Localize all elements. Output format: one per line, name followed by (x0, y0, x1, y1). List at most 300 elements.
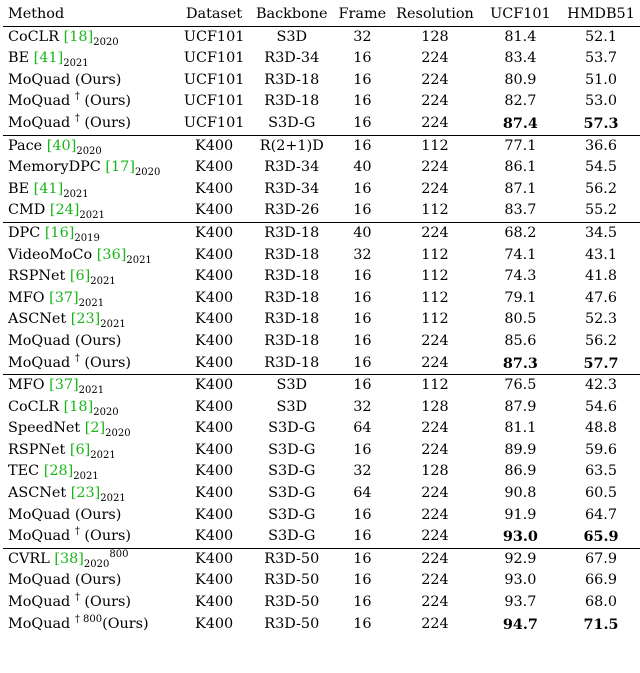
dataset-cell: UCF101 (183, 114, 245, 131)
frame-cell: 16 (334, 548, 392, 570)
hmdb51-cell: 64.7 (584, 506, 618, 523)
table-row (3, 135, 640, 157)
ucf101-cell: 80.9 (504, 71, 537, 88)
dataset-cell: UCF101 (183, 71, 245, 88)
backbone-cell: R3D-18 (250, 222, 334, 244)
table-row (3, 418, 640, 440)
frame-cell: 16 (353, 93, 372, 110)
ucf101-cell: 86.1 (504, 159, 537, 176)
header-frame: Frame (334, 4, 392, 26)
citation-year: 2021 (78, 384, 105, 396)
table-row (3, 526, 640, 548)
ucf101-cell: 79.1 (504, 289, 537, 306)
table-row (3, 266, 640, 288)
table-body (3, 26, 640, 635)
backbone-cell: R3D-18 (264, 246, 320, 263)
backbone-cell: R3D-18 (264, 332, 320, 349)
method-cell (3, 331, 178, 353)
resolution-cell: 224 (421, 420, 449, 437)
method-name: ASCNet (8, 485, 71, 502)
hmdb51-cell: 36.6 (562, 135, 640, 157)
frame-cell: 16 (353, 202, 372, 219)
citation-year: 2020 (134, 167, 161, 179)
citation-ref: [37] (49, 377, 79, 394)
backbone-cell: R(2+1)D (250, 135, 334, 157)
resolution-cell: 112 (421, 246, 449, 263)
table-row (3, 570, 640, 592)
resolution-cell: 128 (421, 28, 449, 45)
epochs-superscript: 800 (109, 549, 129, 561)
method-name: SpeedNet (8, 420, 85, 437)
method-cell (3, 309, 178, 331)
resolution-cell: 112 (421, 268, 449, 285)
table-row (3, 483, 640, 505)
ucf101-cell: 83.7 (504, 202, 537, 219)
table-row (3, 70, 640, 92)
method-name: CMD (8, 202, 50, 219)
backbone-cell: S3D (276, 398, 308, 415)
dataset-cell: K400 (195, 246, 234, 263)
resolution-cell: 224 (421, 485, 449, 502)
method-name: MoQuad (Ours) (8, 71, 122, 88)
resolution-cell: 224 (391, 222, 479, 244)
hmdb51-cell: 41.8 (584, 268, 618, 285)
table-row (3, 548, 640, 570)
backbone-cell: S3D-G (268, 463, 316, 480)
frame-cell: 16 (334, 375, 392, 397)
dataset-cell: K400 (195, 398, 234, 415)
dataset-cell: K400 (195, 180, 234, 197)
ucf101-cell: 81.1 (504, 420, 537, 437)
dataset-cell: K400 (178, 222, 250, 244)
results-table (3, 4, 640, 635)
citation-year: 2021 (79, 210, 105, 222)
ucf101-cell: 93.0 (502, 528, 538, 546)
ucf101-cell: 76.5 (479, 375, 562, 397)
method-cell (3, 179, 178, 201)
hmdb51-cell: 65.9 (583, 528, 619, 546)
method-cell (3, 222, 178, 244)
hmdb51-cell: 59.6 (584, 441, 618, 458)
ucf101-cell: 93.0 (504, 572, 537, 589)
backbone-cell: R3D-26 (264, 202, 320, 219)
frame-cell: 16 (353, 180, 372, 197)
method-name: MFO (8, 289, 50, 306)
backbone-cell: R3D-34 (264, 50, 320, 67)
method-cell (3, 91, 178, 113)
resolution-cell: 224 (421, 332, 449, 349)
method-name: VideoMoCo (8, 246, 97, 263)
header-ucf101: UCF101 (479, 4, 562, 26)
frame-cell: 32 (353, 28, 372, 45)
backbone-cell: R3D-18 (264, 289, 320, 306)
citation-year: 2020 (105, 428, 131, 440)
citation-year: 2021 (90, 449, 116, 461)
backbone-cell: S3D-G (268, 420, 316, 437)
citation-ref: [23] (70, 485, 101, 502)
method-cell (3, 418, 178, 440)
citation-ref: [24] (49, 202, 80, 219)
citation-ref: [18] (63, 28, 94, 45)
method-cell (3, 266, 178, 288)
dataset-cell: K400 (178, 375, 250, 397)
dataset-cell: K400 (195, 268, 234, 285)
dataset-cell: K400 (195, 615, 234, 632)
method-name: MoQuad (8, 615, 75, 632)
method-name: MoQuad (8, 93, 75, 110)
citation-year: 2021 (73, 471, 99, 483)
header-dataset: Dataset (178, 4, 250, 26)
frame-cell: 16 (353, 50, 372, 67)
frame-cell: 32 (353, 463, 372, 480)
frame-cell: 16 (353, 289, 372, 306)
header-hmdb51: HMDB51 (562, 4, 640, 26)
backbone-cell: R3D-18 (264, 93, 320, 110)
ucf101-cell: 85.6 (504, 332, 537, 349)
citation-ref: [40] (46, 137, 77, 154)
dataset-cell: K400 (195, 420, 234, 437)
resolution-cell: 224 (421, 594, 449, 611)
table-row (3, 200, 640, 222)
table-row (3, 222, 640, 244)
hmdb51-cell: 60.5 (584, 485, 618, 502)
backbone-cell: S3D-G (268, 506, 316, 523)
backbone-cell: R3D-34 (264, 180, 320, 197)
method-cell (3, 375, 178, 397)
frame-cell: 16 (353, 615, 372, 632)
frame-cell: 16 (353, 441, 372, 458)
table-row (3, 397, 640, 419)
table-row (3, 592, 640, 614)
hmdb51-cell: 34.5 (562, 222, 640, 244)
method-suffix: (Ours) (79, 594, 131, 611)
method-name: MFO (8, 377, 50, 394)
citation-ref: [28] (43, 463, 74, 480)
frame-cell: 16 (353, 332, 372, 349)
resolution-cell: 224 (421, 114, 449, 131)
citation-ref: [2] (84, 420, 106, 437)
hmdb51-cell: 56.2 (584, 332, 618, 349)
hmdb51-cell: 55.2 (584, 202, 618, 219)
method-name: MoQuad (8, 528, 75, 545)
frame-cell: 16 (353, 354, 372, 371)
dataset-cell: K400 (195, 202, 234, 219)
method-name: DPC (8, 224, 45, 241)
table-row (3, 113, 640, 135)
ucf101-cell: 74.1 (504, 246, 537, 263)
hmdb51-cell: 54.6 (584, 398, 618, 415)
method-suffix: (Ours) (79, 354, 131, 371)
method-suffix: (Ours) (79, 528, 131, 545)
dataset-cell: UCF101 (183, 50, 245, 67)
hmdb51-cell: 51.0 (584, 71, 618, 88)
resolution-cell: 112 (421, 202, 449, 219)
citation-ref: [17] (105, 159, 135, 176)
dataset-cell: K400 (195, 441, 234, 458)
hmdb51-cell: 68.0 (584, 594, 618, 611)
backbone-cell: R3D-18 (264, 354, 320, 371)
resolution-cell: 224 (421, 50, 449, 67)
method-cell (3, 461, 178, 483)
dagger-mark: † (74, 113, 80, 125)
citation-year: 2020 (93, 406, 119, 418)
resolution-cell: 224 (421, 615, 449, 632)
resolution-cell: 224 (421, 572, 449, 589)
method-cell (3, 592, 178, 614)
hmdb51-cell: 66.9 (584, 572, 618, 589)
frame-cell: 16 (353, 594, 372, 611)
dataset-cell: K400 (195, 159, 234, 176)
citation-year: 2021 (63, 58, 89, 70)
header-backbone: Backbone (250, 4, 334, 26)
hmdb51-cell: 54.5 (584, 159, 618, 176)
ucf101-cell: 91.9 (504, 506, 537, 523)
dataset-cell: K400 (195, 506, 234, 523)
method-cell (3, 505, 178, 527)
backbone-cell: S3D (276, 28, 308, 45)
ucf101-cell: 92.9 (479, 548, 562, 570)
resolution-cell: 112 (421, 289, 449, 306)
method-name: CVRL (8, 550, 55, 567)
frame-cell: 16 (353, 71, 372, 88)
hmdb51-cell: 57.7 (583, 354, 619, 372)
citation-year: 2021 (126, 254, 152, 266)
dagger-mark: † (74, 352, 80, 364)
method-name: MoQuad (Ours) (8, 506, 122, 523)
dagger-mark: † (74, 526, 80, 538)
citation-ref: [6] (69, 441, 91, 458)
method-suffix: (Ours) (79, 114, 131, 131)
method-cell (3, 157, 178, 179)
method-cell (3, 26, 178, 48)
hmdb51-cell: 53.0 (584, 93, 618, 110)
header-row (3, 4, 640, 26)
citation-ref: [23] (70, 311, 101, 328)
table-row (3, 505, 640, 527)
method-name: RSPNet (8, 441, 70, 458)
dataset-cell: K400 (178, 548, 250, 570)
frame-cell: 16 (353, 528, 372, 545)
method-cell (3, 353, 178, 375)
dataset-cell: K400 (178, 135, 250, 157)
citation-year: 2021 (90, 276, 116, 287)
frame-cell: 32 (353, 398, 372, 415)
citation-year: 2020 (83, 558, 110, 570)
frame-cell: 16 (353, 506, 372, 523)
resolution-cell: 112 (421, 311, 449, 328)
citation-ref: [18] (63, 398, 94, 415)
backbone-cell: R3D-50 (264, 594, 320, 611)
ucf101-cell: 68.2 (479, 222, 562, 244)
ucf101-cell: 80.5 (504, 311, 537, 328)
hmdb51-cell: 71.5 (583, 615, 619, 633)
ucf101-cell: 93.7 (504, 594, 537, 611)
method-cell (3, 135, 178, 157)
table-row (3, 440, 640, 462)
ucf101-cell: 83.4 (504, 50, 537, 67)
resolution-cell: 224 (421, 441, 449, 458)
frame-cell: 40 (334, 222, 392, 244)
frame-cell: 32 (353, 246, 372, 263)
hmdb51-cell: 53.7 (584, 50, 618, 67)
header-method: Method (3, 4, 178, 26)
citation-ref: [41] (33, 180, 64, 197)
backbone-cell: R3D-18 (264, 268, 320, 285)
method-cell (3, 245, 178, 267)
table-row (3, 91, 640, 113)
citation-ref: [6] (69, 268, 91, 285)
resolution-cell: 224 (421, 180, 449, 197)
table-row (3, 461, 640, 483)
dataset-cell: UCF101 (183, 28, 245, 45)
citation-ref: [36] (96, 246, 127, 263)
citation-ref: [41] (33, 50, 64, 67)
citation-ref: [16] (44, 224, 75, 241)
ucf101-cell: 81.4 (504, 28, 537, 45)
hmdb51-cell: 52.1 (584, 28, 618, 45)
method-cell (3, 526, 178, 548)
dataset-cell: UCF101 (183, 93, 245, 110)
dagger-mark: † 800 (74, 613, 103, 625)
hmdb51-cell: 42.3 (562, 375, 640, 397)
method-name: MoQuad (8, 114, 75, 131)
method-cell (3, 48, 178, 70)
table-row (3, 245, 640, 267)
hmdb51-cell: 52.3 (584, 311, 618, 328)
method-name: BE (8, 180, 34, 197)
dataset-cell: K400 (195, 463, 234, 480)
resolution-cell: 112 (391, 375, 479, 397)
ucf101-cell: 87.1 (504, 180, 537, 197)
method-name: RSPNet (8, 268, 70, 285)
table-row (3, 375, 640, 397)
resolution-cell: 112 (391, 135, 479, 157)
table-row (3, 353, 640, 375)
hmdb51-cell: 57.3 (583, 114, 619, 132)
ucf101-cell: 86.9 (504, 463, 537, 480)
citation-year: 2019 (74, 232, 100, 244)
frame-cell: 16 (353, 311, 372, 328)
citation-ref: [37] (49, 289, 79, 306)
ucf101-cell: 74.3 (504, 268, 537, 285)
backbone-cell: R3D-18 (264, 71, 320, 88)
method-suffix: (Ours) (102, 615, 149, 632)
method-cell (3, 614, 178, 636)
table-row (3, 157, 640, 179)
table-row (3, 179, 640, 201)
dataset-cell: K400 (195, 354, 234, 371)
method-cell (3, 483, 178, 505)
backbone-cell: S3D-G (268, 528, 316, 545)
backbone-cell: R3D-50 (250, 548, 334, 570)
method-cell (3, 113, 178, 135)
method-name: MoQuad (Ours) (8, 572, 122, 589)
dataset-cell: K400 (195, 572, 234, 589)
backbone-cell: R3D-18 (264, 311, 320, 328)
dagger-mark: † (74, 592, 80, 604)
frame-cell: 64 (353, 420, 372, 437)
table-row (3, 26, 640, 48)
ucf101-cell: 94.7 (502, 615, 538, 633)
method-cell (3, 397, 178, 419)
method-suffix: (Ours) (79, 93, 131, 110)
method-name: MoQuad (8, 594, 75, 611)
citation-ref: [38] (54, 550, 84, 567)
dataset-cell: K400 (195, 528, 234, 545)
method-name: Pace (8, 137, 47, 154)
backbone-cell: S3D-G (268, 485, 316, 502)
citation-year: 2021 (78, 297, 105, 309)
table-row (3, 48, 640, 70)
method-name: ASCNet (8, 311, 71, 328)
resolution-cell: 224 (421, 506, 449, 523)
method-cell (3, 440, 178, 462)
citation-year: 2021 (63, 188, 89, 200)
method-cell (3, 70, 178, 92)
frame-cell: 16 (353, 114, 372, 131)
method-cell (3, 570, 178, 592)
dataset-cell: K400 (195, 332, 234, 349)
table-row (3, 309, 640, 331)
table-row (3, 288, 640, 310)
ucf101-cell: 82.7 (504, 93, 537, 110)
method-name: MoQuad (Ours) (8, 332, 122, 349)
table-row (3, 331, 640, 353)
dataset-cell: K400 (195, 289, 234, 306)
method-cell (3, 548, 178, 570)
resolution-cell: 224 (421, 528, 449, 545)
hmdb51-cell: 56.2 (584, 180, 618, 197)
method-name: BE (8, 50, 34, 67)
citation-year: 2020 (93, 36, 119, 48)
frame-cell: 16 (353, 268, 372, 285)
ucf101-cell: 89.9 (504, 441, 537, 458)
ucf101-cell: 87.3 (502, 354, 538, 372)
dataset-cell: K400 (195, 594, 234, 611)
frame-cell: 64 (353, 485, 372, 502)
backbone-cell: S3D (250, 375, 334, 397)
backbone-cell: R3D-50 (264, 615, 320, 632)
resolution-cell: 224 (391, 548, 479, 570)
ucf101-cell: 90.8 (504, 485, 537, 502)
dataset-cell: K400 (195, 485, 234, 502)
method-name: MemoryDPC (8, 159, 106, 176)
hmdb51-cell: 47.6 (584, 289, 618, 306)
resolution-cell: 128 (421, 398, 449, 415)
table-row (3, 614, 640, 636)
backbone-cell: R3D-50 (264, 572, 320, 589)
frame-cell: 40 (353, 159, 372, 176)
hmdb51-cell: 63.5 (584, 463, 618, 480)
method-name: TEC (8, 463, 44, 480)
hmdb51-cell: 67.9 (562, 548, 640, 570)
ucf101-cell: 87.9 (504, 398, 537, 415)
frame-cell: 16 (334, 135, 392, 157)
ucf101-cell: 77.1 (479, 135, 562, 157)
resolution-cell: 224 (421, 159, 449, 176)
dataset-cell: K400 (195, 311, 234, 328)
dagger-mark: † (74, 91, 80, 103)
frame-cell: 16 (353, 572, 372, 589)
citation-year: 2020 (76, 145, 102, 157)
method-name: CoCLR (8, 398, 64, 415)
hmdb51-cell: 43.1 (584, 246, 618, 263)
resolution-cell: 128 (421, 463, 449, 480)
header-resolution: Resolution (391, 4, 479, 26)
citation-year: 2021 (100, 492, 126, 504)
method-name: MoQuad (8, 354, 75, 371)
citation-year: 2021 (100, 319, 126, 331)
